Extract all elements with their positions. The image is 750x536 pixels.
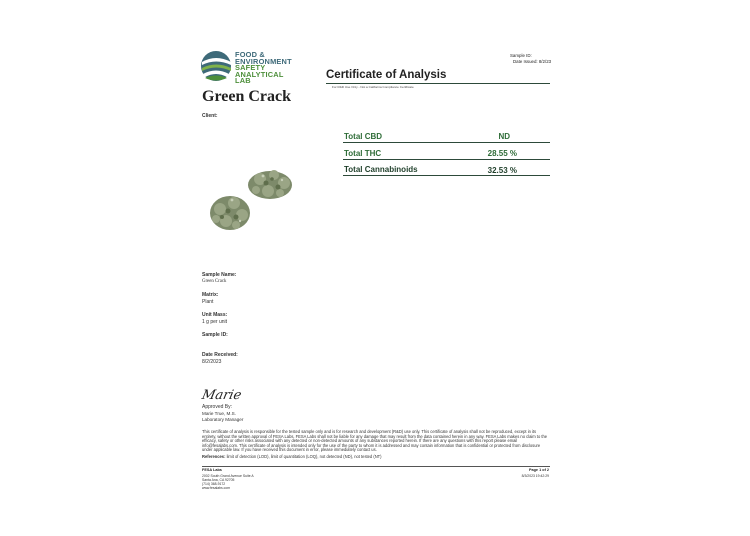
- sample-id-label: Sample ID:: [202, 332, 228, 338]
- footer-address-2: Santa Ana, CA 92705: [202, 478, 235, 482]
- approver-name: Marie True, M.S.: [202, 411, 236, 416]
- lab-logo: [200, 50, 292, 85]
- metric-rule-3: [343, 175, 550, 176]
- date-issued: Date Issued: 8/2/23: [513, 59, 552, 64]
- metric-name-total-thc: Total THC: [344, 149, 382, 158]
- metric-name-total-cannabinoids: Total Cannabinoids: [344, 165, 418, 174]
- approver-role: Laboratory Manager: [202, 417, 244, 422]
- metric-rule-2: [343, 159, 550, 160]
- matrix-label: Matrix:: [202, 292, 219, 298]
- metric-rule-1: [343, 142, 550, 143]
- disclaimer-text: This certificate of analysis is responsible for the tested sample only and is for research and development (R&D) use only. This certificate of analysis shall not be reproduced, except in its entirety, without the written approval of FESA Labs. FESA Labs shall not be liable for any damage that may result from the data contained herein in any way. FESA Labs makes no claim to the efficacy, safety or other risks associated with any detected or non-detected amounts of any substances reported herein. If there are any questions with this report please email info@fesalabs.com. This certificate of analysis is intended only for the use of the party to whom it is addressed and may contain information that is confidential or protected from disclosure under applicable law. If you have received this document in error, please immediately contact us.: [202, 429, 548, 452]
- logo-line-3: SAFETY: [235, 63, 266, 72]
- references-label: References:: [202, 454, 226, 459]
- metric-name-total-cbd: Total CBD: [344, 132, 383, 141]
- sample-name-value: Green Crack: [202, 279, 227, 284]
- unit-mass-label: Unit Mass:: [202, 312, 228, 318]
- matrix-value: Plant: [202, 299, 214, 305]
- metric-value-total-cbd: ND: [498, 132, 510, 141]
- page-subtitle: For R&D Use Only - Not a California Compliance Certificate: [332, 85, 414, 89]
- footer-company: FESA Labs: [202, 468, 222, 472]
- metric-value-total-cannabinoids: 32.53 %: [487, 166, 517, 175]
- approved-by-label: Approved By:: [202, 404, 233, 410]
- sample-name-label: Sample Name:: [202, 272, 237, 278]
- strain-name: Green Crack: [202, 88, 292, 105]
- date-received-value: 8/2/2023: [202, 359, 222, 365]
- logo-line-4: ANALYTICAL LAB: [235, 69, 284, 85]
- sample-id-header: Sample ID:: [510, 53, 532, 58]
- page-number: Page 1 of 2: [528, 468, 549, 472]
- title-rule: [326, 83, 550, 84]
- date-received-label: Date Received:: [202, 352, 238, 358]
- footer-phone: (714) 368-9172: [202, 482, 226, 486]
- footer-website[interactable]: www.fesalabs.com: [202, 486, 231, 490]
- unit-mass-value: 1 g per unit: [202, 319, 228, 325]
- globe-wave-logo-icon: [200, 50, 234, 82]
- footer-rule: [202, 466, 550, 467]
- page-title: Certificate of Analysis: [326, 69, 447, 81]
- logo-line-1: FOOD &: [235, 50, 265, 59]
- metric-value-total-thc: 28.55 %: [487, 149, 517, 158]
- references-line: [202, 455, 550, 460]
- cannabis-bud-image: [208, 163, 308, 235]
- footer-address-1: 2002 South Grand Avenue Suite A: [202, 474, 254, 478]
- references-text: limit of detection (LOD), limit of quantitation (LOQ), not detected (ND), not tested (NT): [226, 454, 382, 459]
- logo-line-2: ENVIRONMENT: [235, 56, 292, 66]
- signature: Marie: [200, 388, 243, 403]
- client-label: Client:: [202, 113, 218, 119]
- print-timestamp: 8/3/2023 19:42:29: [521, 474, 549, 478]
